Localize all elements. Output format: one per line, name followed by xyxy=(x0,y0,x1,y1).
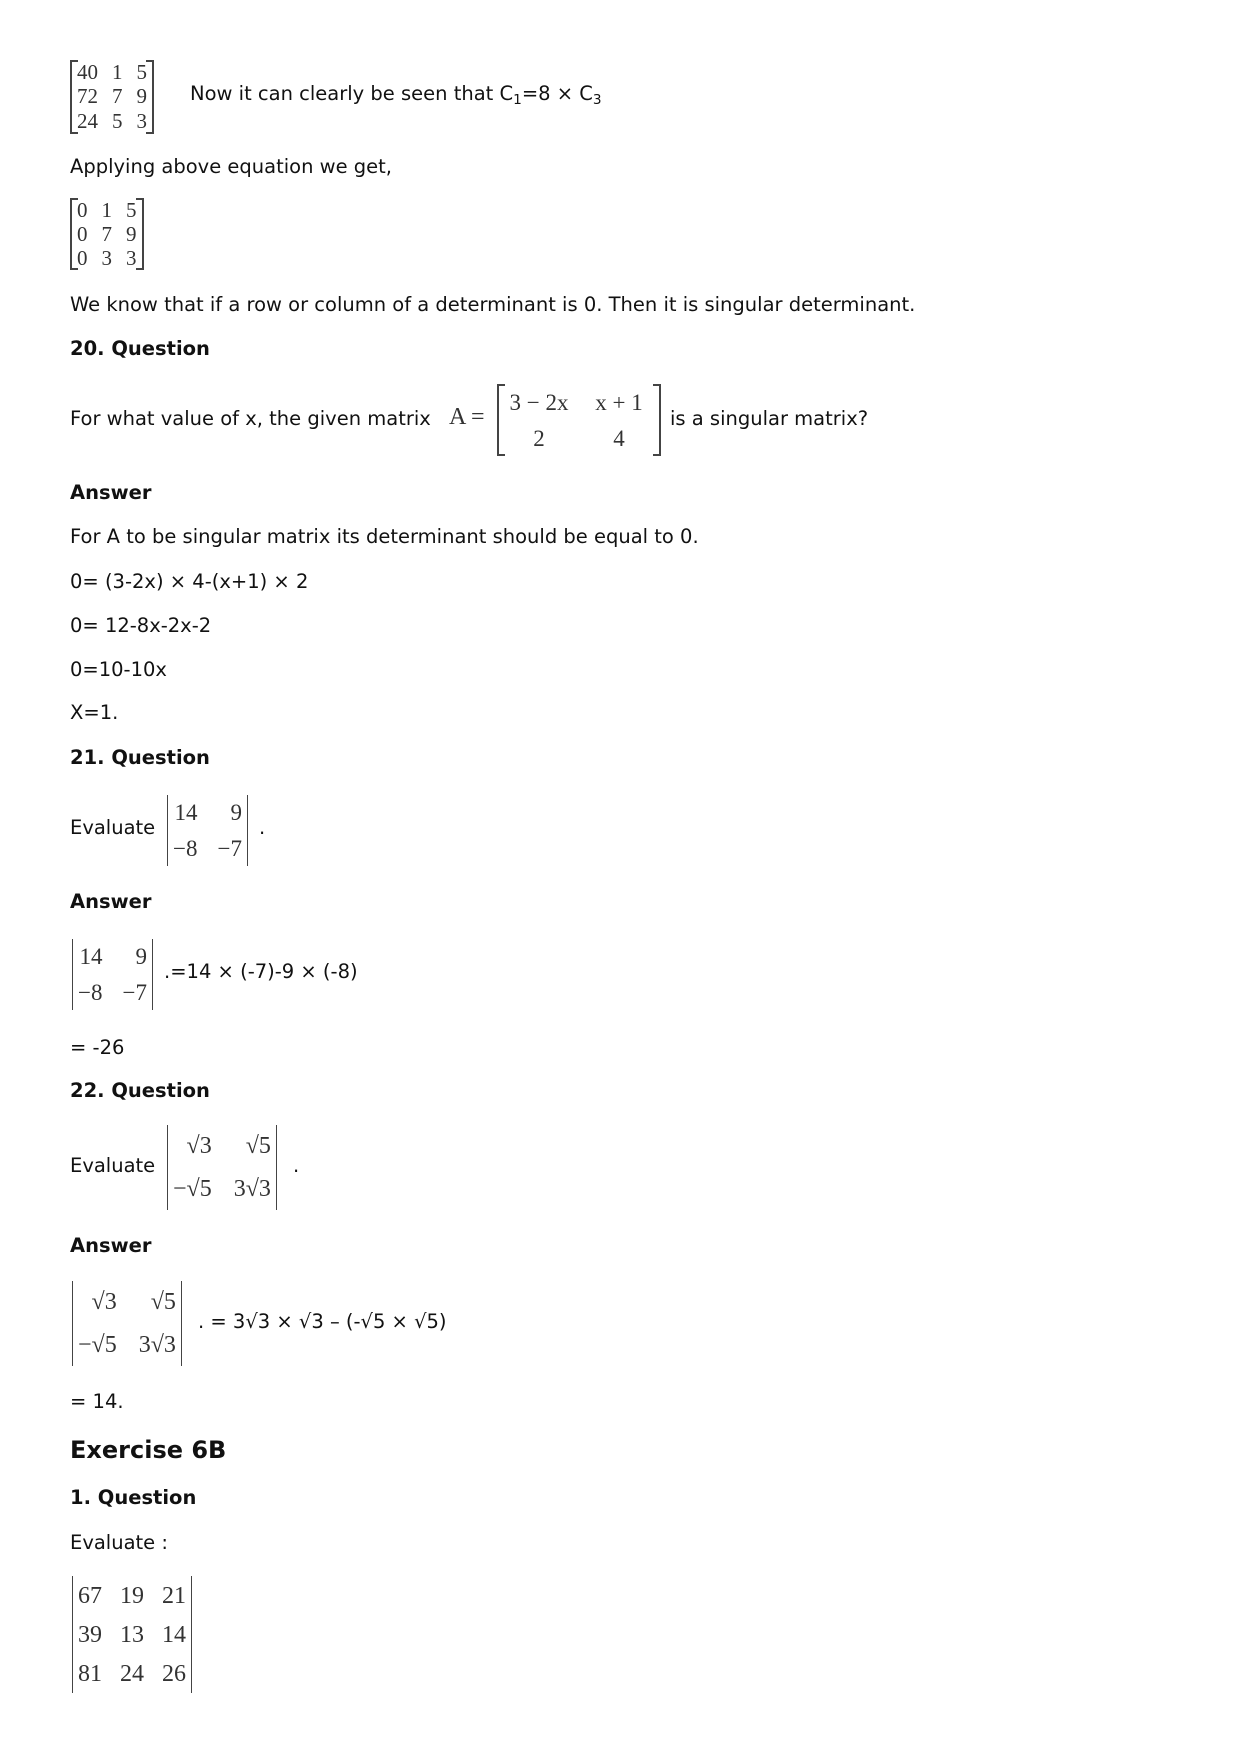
matrix-cell: −8 xyxy=(78,979,103,1005)
matrix-cell: 7 xyxy=(101,221,112,246)
question-text: Evaluate xyxy=(70,816,156,839)
matrix-cell: √5 xyxy=(150,1289,176,1316)
answer-heading: Answer xyxy=(70,890,152,913)
determinant xyxy=(72,1281,182,1366)
period: . xyxy=(259,816,266,839)
question-heading: 21. Question xyxy=(70,746,210,769)
matrix-cell: x + 1 xyxy=(595,389,643,415)
matrix-cell: 67 xyxy=(78,1582,102,1609)
matrix-cell: 5 xyxy=(112,109,123,134)
matrix-cell: 14 xyxy=(174,800,198,826)
question-heading: 1. Question xyxy=(70,1486,197,1509)
period: . xyxy=(293,1154,300,1177)
matrix-cell: 3√3 xyxy=(138,1331,176,1358)
matrix-cell: −√5 xyxy=(78,1331,117,1358)
subscript: 3 xyxy=(592,92,602,108)
answer-heading: Answer xyxy=(70,481,152,504)
question-text: Evaluate xyxy=(70,1154,156,1177)
determinant xyxy=(167,1125,277,1210)
text: Now it can clearly be seen that C xyxy=(190,82,514,105)
matrix-cell: 14 xyxy=(79,944,103,970)
section-heading: Exercise 6B xyxy=(70,1436,227,1464)
answer-line: 0=10-10x xyxy=(70,658,167,681)
matrix-cell: 81 xyxy=(78,1660,102,1687)
matrix-cell: 3 xyxy=(101,245,112,270)
matrix-cell: 9 xyxy=(136,84,147,109)
question-heading: 20. Question xyxy=(70,337,210,360)
answer-line: 0= 12-8x-2x-2 xyxy=(70,614,212,637)
matrix-cell: 0 xyxy=(77,197,88,222)
determinant xyxy=(167,795,248,866)
matrix-cell: 0 xyxy=(77,221,88,246)
matrix-cell: 1 xyxy=(112,59,123,84)
matrix-a xyxy=(497,384,661,456)
question-heading: 22. Question xyxy=(70,1079,210,1102)
paragraph: We know that if a row or column of a determinant is 0. Then it is singular determinant. xyxy=(70,293,916,316)
matrix-cell: −√5 xyxy=(173,1175,212,1202)
matrix-cell: 2 xyxy=(533,425,545,451)
matrix-cell: 4 xyxy=(613,425,625,451)
matrix-result xyxy=(70,198,144,270)
column-relation xyxy=(190,84,602,108)
answer-line: For A to be singular matrix its determinant should be equal to 0. xyxy=(70,525,699,548)
matrix-cell: 9 xyxy=(126,221,137,246)
determinant xyxy=(72,939,153,1010)
matrix-cell: 3 − 2x xyxy=(509,389,569,415)
matrix-cell: 5 xyxy=(126,197,137,222)
matrix-cell: 13 xyxy=(120,1621,144,1648)
answer-line: .=14 × (-7)-9 × (-8) xyxy=(164,960,358,983)
matrix-cell: 1 xyxy=(101,197,112,222)
matrix-cell: 7 xyxy=(112,84,123,109)
matrix-cell: 3 xyxy=(126,245,137,270)
text: =8 × C xyxy=(521,82,593,105)
answer-line: = 14. xyxy=(70,1390,124,1413)
matrix-cell: 9 xyxy=(230,800,242,826)
matrix-cell: −7 xyxy=(217,835,242,861)
matrix-cell: √5 xyxy=(245,1133,271,1160)
matrix-label: A = xyxy=(449,404,485,430)
matrix-c1 xyxy=(70,60,154,134)
matrix-cell: 21 xyxy=(162,1582,186,1609)
answer-line: X=1. xyxy=(70,701,119,724)
answer-line: = -26 xyxy=(70,1036,125,1059)
question-text: For what value of x, the given matrix xyxy=(70,407,431,430)
matrix-cell: 0 xyxy=(77,245,88,270)
matrix-cell: 40 xyxy=(77,59,98,84)
matrix-cell: √3 xyxy=(91,1289,117,1316)
question-text: is a singular matrix? xyxy=(670,407,869,430)
matrix-cell: 72 xyxy=(77,84,98,109)
answer-heading: Answer xyxy=(70,1234,152,1257)
matrix-cell: 39 xyxy=(78,1621,102,1648)
matrix-cell: 24 xyxy=(77,109,98,134)
subscript: 1 xyxy=(513,92,522,108)
matrix-cell: 14 xyxy=(162,1621,186,1648)
matrix-cell: 19 xyxy=(120,1582,144,1609)
answer-line: 0= (3-2x) × 4-(x+1) × 2 xyxy=(70,570,309,593)
determinant xyxy=(72,1576,192,1693)
matrix-cell: 26 xyxy=(162,1660,186,1687)
matrix-cell: 24 xyxy=(120,1660,144,1687)
matrix-cell: √3 xyxy=(186,1133,212,1160)
matrix-cell: 3 xyxy=(136,109,147,134)
matrix-cell: 9 xyxy=(135,944,147,970)
matrix-cell: 5 xyxy=(136,59,147,84)
matrix-cell: 3√3 xyxy=(233,1175,271,1202)
paragraph: Applying above equation we get, xyxy=(70,155,392,178)
matrix-cell: −7 xyxy=(122,979,147,1005)
matrix-cell: −8 xyxy=(173,835,198,861)
question-text: Evaluate : xyxy=(70,1531,168,1554)
answer-line: . = 3√3 × √3 – (-√5 × √5) xyxy=(198,1310,447,1333)
